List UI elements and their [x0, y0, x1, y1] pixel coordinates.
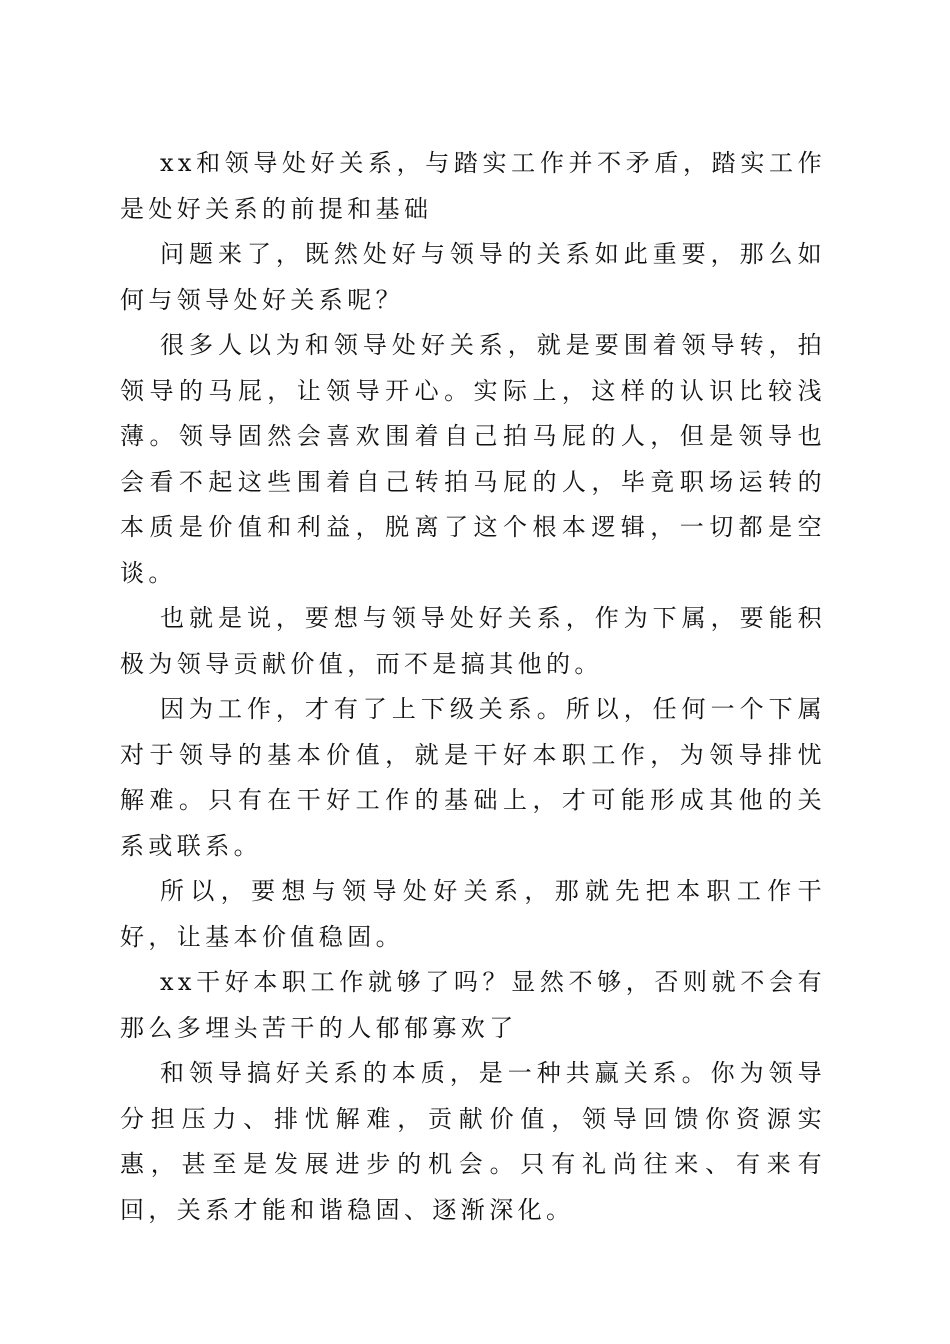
paragraph-8: 和领导搞好关系的本质，是一种共赢关系。你为领导分担压力、排忧解难，贡献价值，领导回馈你资源实惠，甚至是发展进步的机会。只有礼尚往来、有来有回，关系才能和谐稳固、逐渐深化。: [120, 1059, 826, 1224]
paragraph-6: 所以，要想与领导处好关系，那就先把本职工作干好，让基本价值稳固。: [120, 877, 826, 951]
paragraph-1: xx和领导处好关系，与踏实工作并不矛盾，踏实工作是处好关系的前提和基础: [120, 149, 826, 223]
document-body: [120, 141, 826, 1233]
paragraph-7: xx干好本职工作就够了吗？显然不够，否则就不会有那么多埋头苦干的人郁郁寡欢了: [120, 968, 826, 1042]
paragraph-3: 很多人以为和领导处好关系，就是要围着领导转，拍领导的马屁，让领导开心。实际上，这样的认识比较浅薄。领导固然会喜欢围着自己拍马屁的人，但是领导也会看不起这些围着自己转拍马屁的人，毕竟职场运转的本质是价值和利益，脱离了这个根本逻辑，一切都是空谈。: [120, 331, 826, 587]
paragraph-2: 问题来了，既然处好与领导的关系如此重要，那么如何与领导处好关系呢？: [120, 240, 826, 314]
paragraph-5: 因为工作，才有了上下级关系。所以，任何一个下属对于领导的基本价值，就是干好本职工作，为领导排忧解难。只有在干好工作的基础上，才可能形成其他的关系或联系。: [120, 695, 826, 860]
paragraph-4: 也就是说，要想与领导处好关系，作为下属，要能积极为领导贡献价值，而不是搞其他的。: [120, 604, 826, 678]
